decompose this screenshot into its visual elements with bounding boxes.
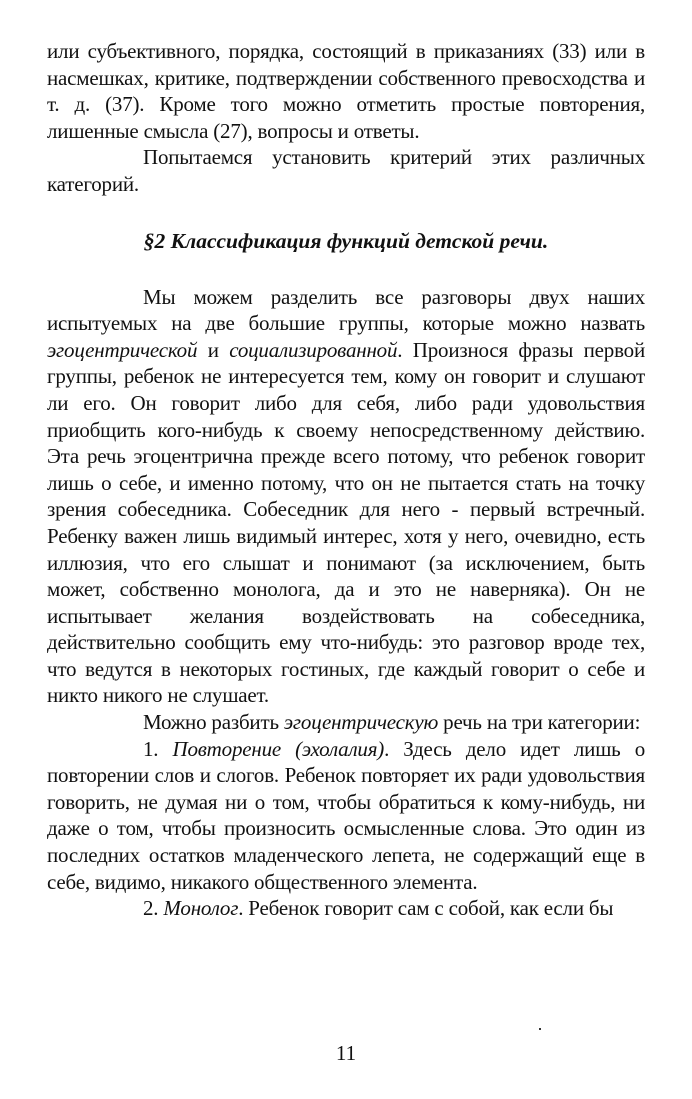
scan-speck bbox=[539, 1028, 541, 1030]
section-heading: §2 Классификация функций детской речи. bbox=[143, 228, 549, 253]
item-text: . Ребенок говорит сам с собой, как если бы bbox=[238, 896, 614, 921]
page-number: 11 bbox=[335, 1041, 357, 1065]
conjunction: и bbox=[197, 337, 230, 362]
item-number: 2. bbox=[143, 896, 164, 921]
item-title: Повторение (эхолалия) bbox=[172, 736, 385, 761]
list-item-monologue bbox=[47, 895, 645, 922]
criterion-paragraph: Попытаемся установить критерий этих различных категорий. bbox=[47, 145, 645, 196]
list-item-repetition bbox=[47, 736, 645, 896]
main-paragraph bbox=[47, 284, 645, 710]
intro-paragraph: или субъективного, порядка, состоящий в приказаниях (33) или в насмешках, критике, подтверждении собственного превосходства и т. д. (37). Кроме того можно отметить простые повторения, лишенные смысла (27), вопросы и ответы. bbox=[47, 39, 645, 143]
item-title: Монолог bbox=[163, 896, 239, 921]
categories-prefix: Можно разбить bbox=[143, 710, 284, 735]
main-text-part2: . Произнося фразы первой группы, ребенок не интересуется тем, кому он говорит и слушают ли его. Он говорит либо для себя, либо ради удовольствия приобщить кого-нибудь к своему непосредственному действию. Эта речь эгоцентрична прежде всего потому, что ребенок говорит лишь о себе, и именно потому, что он не пытается стать на точку зрения собеседника. Собеседник для него - первый встречный. Ребенку важен лишь видимый интерес, хотя у него, очевидно, есть иллюзия, что его слышат и понимают (за исключением, быть может, собственно монолога, да и это не наверняка). Он не испытывает желания воздействовать на собеседника, действительно сообщить ему что-нибудь: это разговор вроде тех, что ведутся в некоторых гостиных, где каждый говорит о себе и никто никого не слушает. bbox=[47, 337, 645, 708]
book-page bbox=[47, 38, 645, 922]
categories-term: эгоцентрическую bbox=[283, 710, 439, 735]
main-text-part1: Мы можем разделить все разговоры двух наших испытуемых на две большие группы, которые можно назвать bbox=[47, 284, 645, 336]
item-number: 1. bbox=[143, 736, 173, 761]
categories-paragraph bbox=[47, 709, 645, 736]
item-text: . Здесь дело идет лишь о повторении слов и слогов. Ребенок повторяет их ради удовольствия говорить, не думая ни о том, чтобы обратиться к кому-нибудь, ни даже о том, чтобы произносить осмысленные слова. Это один из последних остатков младенческого лепета, не содержащий еще в себе, видимо, никакого общественного элемента. bbox=[47, 736, 645, 894]
categories-suffix: речь на три категории: bbox=[438, 710, 641, 735]
term-egocentric: эгоцентрической bbox=[47, 337, 198, 362]
term-socialized: социализированной bbox=[229, 337, 398, 362]
